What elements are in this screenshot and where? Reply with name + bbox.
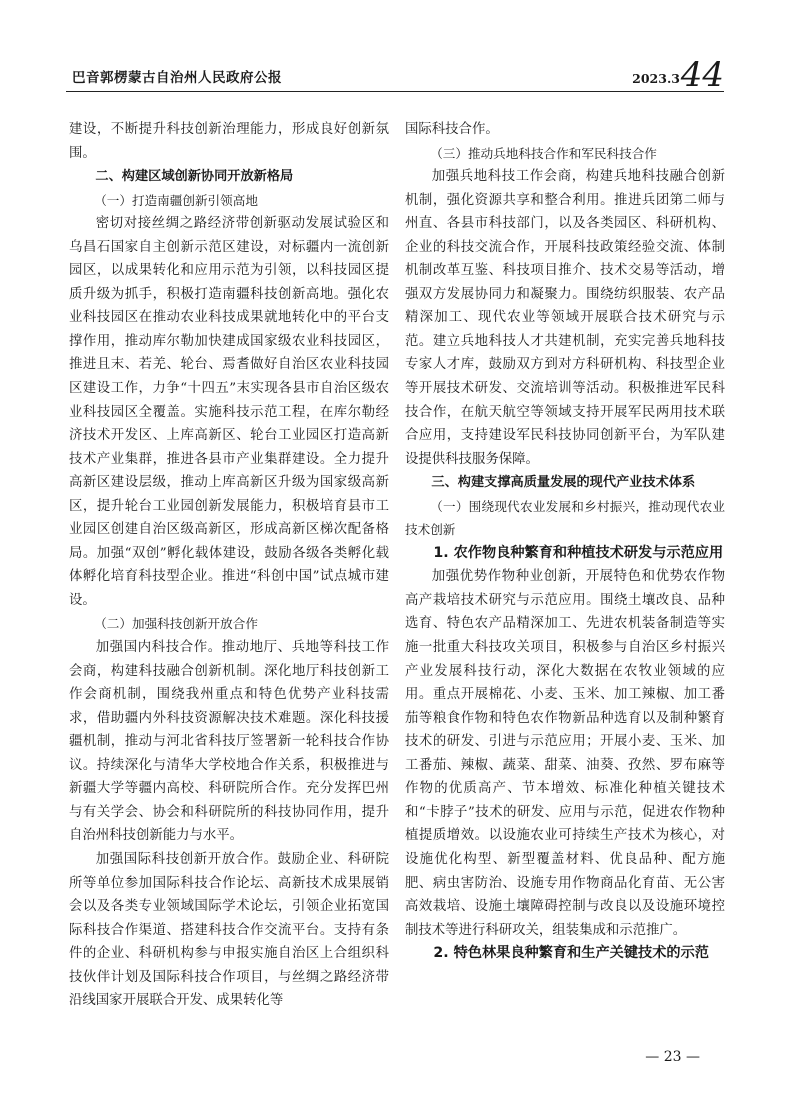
paragraph: 加强优势作物种业创新，开展特色和优势农作物高产栽培技术研究与示范应用。围绕土壤改良、品种选育、特色农产品精深加工、先进农机装备制造等实施一批重大科技攻关项目，积极参与自治区乡村振兴产业发展科技行动，深化大数据在农牧业领域的应用。重点开展棉花、小麦、玉米、加工辣椒、加工番茄等粮食作物和特色农作物新品种选育以及制种繁育技术的研发、引进与示范应用；开展小麦、玉米、加工番茄、辣椒、蔬菜、甜菜、油葵、孜然、罗布麻等作物的优质高产、节本增效、标准化种植关键技术和“卡脖子”技术的研发、应用与示范，促进农作物种植提质增效。以设施农业可持续生产技术为核心，对设施优化构型、新型覆盖材料、优良品种、配方施肥、病虫害防治、设施专用作物商品化育苗、无公害高效栽培、设施土壤障碍控制与改良以及设施环境控制技术等进行科研攻关，组装集成和示范推广。 [405, 569, 725, 938]
section-heading: 三、构建支撑高质量发展的现代产业技术体系 [431, 475, 696, 491]
item-heading: 2. 特色林果良种繁育和生产关键技术的示范 [433, 945, 709, 962]
left-column [69, 118, 389, 1013]
publication-title: 巴音郭楞蒙古自治州人民政府公报 [72, 70, 282, 86]
paragraph: 密切对接丝绸之路经济带创新驱动发展试验区和乌昌石国家自主创新示范区建设，对标疆内一流创新园区，以成果转化和应用示范为引领，以科技园区提质升级为抓手，积极打造南疆科技创新高地。强化农业科技园区在推动农业科技成果就地转化中的平台支撑作用，推动库尔勒加快建成国家级农业科技园区，推进且末、若羌、轮台、焉耆做好自治区农业科技园区建设工作，力争“十四五”末实现各县市自治区级农业科技园区全覆盖。实施科技示范工程，在库尔勒经济技术开发区、上库高新区、轮台工业园区打造高新技术产业集群，推进各县市产业集群建设。全力提升高新区建设层级，推动上库高新区升级为国家级高新区，提升轮台工业园创新发展能力，积极培育县市工业园区创建自治区级高新区，形成高新区梯次配备格局。加强“双创”孵化载体建设，鼓励各级各类孵化载体孵化培育科技型企业。推进“科创中国”试点城市建设。 [69, 216, 389, 608]
issue-number: 44 [680, 55, 724, 95]
issue-date: 2023.3 [632, 71, 680, 86]
subsection-heading: （三）推动兵地科技合作和军民科技合作 [430, 145, 657, 161]
subsection-heading: （一）围绕现代农业发展和乡村振兴，推动现代农业技术创新 [405, 498, 725, 538]
paragraph: 加强兵地科技工作会商，构建兵地科技融合创新机制，强化资源共享和整合利用。推进兵团第二师与州直、各县市科技部门，以及各类园区、科研机构、企业的科技交流合作，开展科技政策经验交流、体制机制改革互鉴、科技项目推介、技术交易等活动，增强双方发展协同力和凝聚力。围绕纺织服装、农产品精深加工、现代农业等领域开展联合技术研究与示范。建立兵地科技人才共建机制，充实完善兵地科技专家人才库，鼓励双方到对方科研机构、科技型企业等开展技术研发、交流培训等活动。积极推进军民科技合作，在航天航空等领域支持开展军民两用技术联合应用，支持建设军民科技协同创新平台，为军队建设提供科技服务保障。 [405, 169, 725, 467]
header-rule [66, 91, 724, 92]
subsection-heading: （二）加强科技创新开放合作 [94, 616, 258, 632]
paragraph: 建设，不断提升科技创新治理能力，形成良好创新氛围。 [69, 122, 389, 161]
subsection-heading: （一）打造南疆创新引领高地 [94, 192, 258, 208]
right-column [405, 118, 725, 966]
paragraph: 加强国际科技创新开放合作。鼓励企业、科研院所等单位参加国际科技合作论坛、高新技术成果展销会以及各类专业领域国际学术论坛，引领企业拓宽国际科技合作渠道、搭建科技合作交流平台。支持有条件的企业、科研机构参与申报实施自治区上合组织科技伙伴计划及国际科技合作项目，与丝绸之路经济带沿线国家开展联合开发、成果转化等 [69, 851, 389, 1009]
section-heading: 二、构建区域创新协同开放新格局 [95, 169, 294, 185]
page-number: — 23 — [645, 1049, 700, 1065]
paragraph: 加强国内科技合作。推动地厅、兵地等科技工作会商，构建科技融合创新机制。深化地厅科技创新工作会商机制，围绕我州重点和特色优势产业科技需求，借助疆内外科技资源解决技术难题。深化科技援疆机制，推动与河北省科技厅签署新一轮科技合作协议。持续深化与清华大学校地合作关系，积极推进与新疆大学等疆内高校、科研院所合作。充分发挥巴州与有关学会、协会和科研院所的科技协同作用，提升自治州科技创新能力与水平。 [69, 640, 389, 844]
paragraph: 国际科技合作。 [405, 122, 499, 137]
page-header [66, 50, 724, 95]
item-heading: 1. 农作物良种繁育和种植技术研发与示范应用 [433, 544, 724, 561]
